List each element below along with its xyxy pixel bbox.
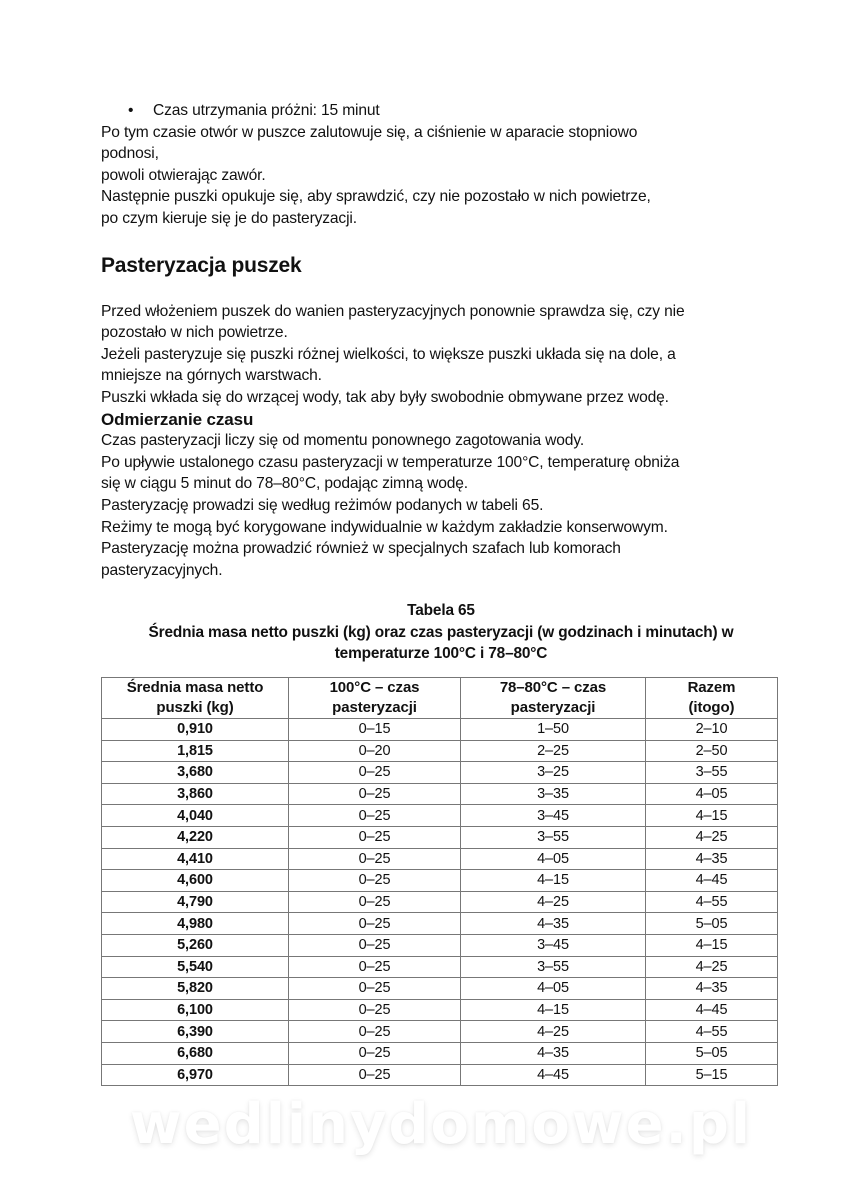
cell-100c: 0–25 (289, 783, 461, 805)
cell-100c: 0–25 (289, 913, 461, 935)
cell-100c: 0–25 (289, 934, 461, 956)
cell-mass: 0,910 (102, 719, 289, 741)
table-row (102, 1042, 778, 1064)
cell-mass: 1,815 (102, 740, 289, 762)
subsection-line: Pasteryzację prowadzi się według reżimów podanych w tabeli 65. (101, 496, 544, 514)
table-row (102, 934, 778, 956)
cell-78-80c: 3–55 (461, 826, 646, 848)
intro-line: powoli otwierając zawór. (101, 166, 266, 184)
cell-mass: 5,540 (102, 956, 289, 978)
cell-mass: 6,970 (102, 1064, 289, 1086)
table-row (102, 1021, 778, 1043)
cell-78-80c: 4–35 (461, 1042, 646, 1064)
table-title-line: temperaturze 100°C i 78–80°C (334, 645, 548, 663)
intro-line: Następnie puszki opukuje się, aby sprawdzić, czy nie pozostało w nich powietrze, (101, 188, 651, 206)
section-line: Przed włożeniem puszek do wanien pasteryzacyjnych ponownie sprawdza się, czy nie (101, 302, 685, 320)
bullet-text: Czas utrzymania próżni: 15 minut (153, 102, 380, 119)
cell-total: 5–15 (646, 1064, 778, 1086)
cell-78-80c: 4–25 (461, 1021, 646, 1043)
cell-total: 4–45 (646, 999, 778, 1021)
cell-total: 4–25 (646, 956, 778, 978)
cell-100c: 0–25 (289, 978, 461, 1000)
cell-100c: 0–25 (289, 1064, 461, 1086)
cell-mass: 6,680 (102, 1042, 289, 1064)
cell-total: 4–55 (646, 1021, 778, 1043)
cell-total: 3–55 (646, 762, 778, 784)
bullet-item (101, 100, 781, 122)
table-row (102, 870, 778, 892)
section-line: Puszki wkłada się do wrzącej wody, tak aby były swobodnie obmywane przez wodę. (101, 388, 669, 406)
table-row (102, 805, 778, 827)
cell-100c: 0–15 (289, 719, 461, 741)
header-mass: Średnia masa netto puszki (kg) (102, 678, 289, 719)
cell-100c: 0–25 (289, 1042, 461, 1064)
cell-total: 4–15 (646, 934, 778, 956)
cell-total: 4–25 (646, 826, 778, 848)
table-row (102, 978, 778, 1000)
cell-total: 2–50 (646, 740, 778, 762)
table-row (102, 956, 778, 978)
cell-mass: 3,860 (102, 783, 289, 805)
intro-line: Po tym czasie otwór w puszce zalutowuje się, a ciśnienie w aparacie stopniowo (101, 123, 638, 141)
cell-78-80c: 4–05 (461, 978, 646, 1000)
cell-total: 5–05 (646, 913, 778, 935)
cell-78-80c: 3–35 (461, 783, 646, 805)
section-line: Jeżeli pasteryzuje się puszki różnej wielkości, to większe puszki układa się na dole, a (101, 345, 676, 363)
cell-mass: 4,220 (102, 826, 289, 848)
cell-total: 2–10 (646, 719, 778, 741)
cell-78-80c: 2–25 (461, 740, 646, 762)
cell-78-80c: 3–55 (461, 956, 646, 978)
table-row (102, 826, 778, 848)
table-row (102, 999, 778, 1021)
cell-78-80c: 4–15 (461, 999, 646, 1021)
table-row (102, 783, 778, 805)
cell-100c: 0–20 (289, 740, 461, 762)
cell-mass: 4,600 (102, 870, 289, 892)
table-row (102, 891, 778, 913)
cell-78-80c: 4–15 (461, 870, 646, 892)
cell-78-80c: 4–45 (461, 1064, 646, 1086)
cell-mass: 4,410 (102, 848, 289, 870)
cell-total: 4–15 (646, 805, 778, 827)
cell-100c: 0–25 (289, 826, 461, 848)
table-row (102, 848, 778, 870)
cell-100c: 0–25 (289, 870, 461, 892)
cell-78-80c: 4–25 (461, 891, 646, 913)
cell-total: 4–35 (646, 978, 778, 1000)
subsection-line: pasteryzacyjnych. (101, 561, 223, 579)
cell-mass: 5,820 (102, 978, 289, 1000)
subsection-line: Reżimy te mogą być korygowane indywidualnie w każdym zakładzie konserwowym. (101, 518, 668, 536)
section-line: mniejsze na górnych warstwach. (101, 367, 322, 385)
cell-total: 5–05 (646, 1042, 778, 1064)
bullet-dot-icon: • (128, 102, 134, 119)
cell-total: 4–55 (646, 891, 778, 913)
cell-100c: 0–25 (289, 848, 461, 870)
header-78-80c: 78–80°C – czas pasteryzacji (461, 678, 646, 719)
subsection-heading: Odmierzanie czasu (101, 409, 254, 429)
pasteurization-table (101, 677, 778, 1086)
cell-100c: 0–25 (289, 805, 461, 827)
cell-total: 4–45 (646, 870, 778, 892)
table-row (102, 740, 778, 762)
cell-78-80c: 3–25 (461, 762, 646, 784)
table-header-row (102, 678, 778, 719)
cell-total: 4–05 (646, 783, 778, 805)
subsection-line: Czas pasteryzacji liczy się od momentu ponownego zagotowania wody. (101, 432, 585, 450)
subsection-line: się w ciągu 5 minut do 78–80°C, podając zimną wodę. (101, 475, 468, 493)
cell-100c: 0–25 (289, 1021, 461, 1043)
cell-mass: 6,390 (102, 1021, 289, 1043)
cell-100c: 0–25 (289, 891, 461, 913)
section-line: pozostało w nich powietrze. (101, 324, 288, 342)
table-title-line: Średnia masa netto puszki (kg) oraz czas pasteryzacji (w godzinach i minutach) w (148, 623, 734, 641)
cell-78-80c: 4–05 (461, 848, 646, 870)
watermark: wedlinydomowe.pl (129, 1092, 753, 1157)
table-row (102, 762, 778, 784)
intro-line: podnosi, (101, 145, 159, 163)
table-label: Tabela 65 (407, 602, 475, 620)
table-row (102, 719, 778, 741)
cell-mass: 4,790 (102, 891, 289, 913)
header-100c: 100°C – czas pasteryzacji (289, 678, 461, 719)
cell-100c: 0–25 (289, 762, 461, 784)
cell-100c: 0–25 (289, 956, 461, 978)
table-caption (101, 600, 781, 665)
cell-78-80c: 3–45 (461, 934, 646, 956)
subsection-line: Po upływie ustalonego czasu pasteryzacji w temperaturze 100°C, temperaturę obniża (101, 453, 680, 471)
table-row (102, 1064, 778, 1086)
cell-total: 4–35 (646, 848, 778, 870)
cell-mass: 4,040 (102, 805, 289, 827)
intro-line: po czym kieruje się je do pasteryzacji. (101, 209, 357, 227)
cell-100c: 0–25 (289, 999, 461, 1021)
cell-mass: 6,100 (102, 999, 289, 1021)
cell-78-80c: 1–50 (461, 719, 646, 741)
table-row (102, 913, 778, 935)
subsection-line: Pasteryzację można prowadzić również w specjalnych szafach lub komorach (101, 540, 621, 558)
cell-78-80c: 4–35 (461, 913, 646, 935)
header-total: Razem (itogo) (646, 678, 778, 719)
cell-mass: 4,980 (102, 913, 289, 935)
document-page (101, 100, 781, 665)
section-heading: Pasteryzacja puszek (101, 253, 302, 277)
cell-78-80c: 3–45 (461, 805, 646, 827)
cell-mass: 5,260 (102, 934, 289, 956)
cell-mass: 3,680 (102, 762, 289, 784)
